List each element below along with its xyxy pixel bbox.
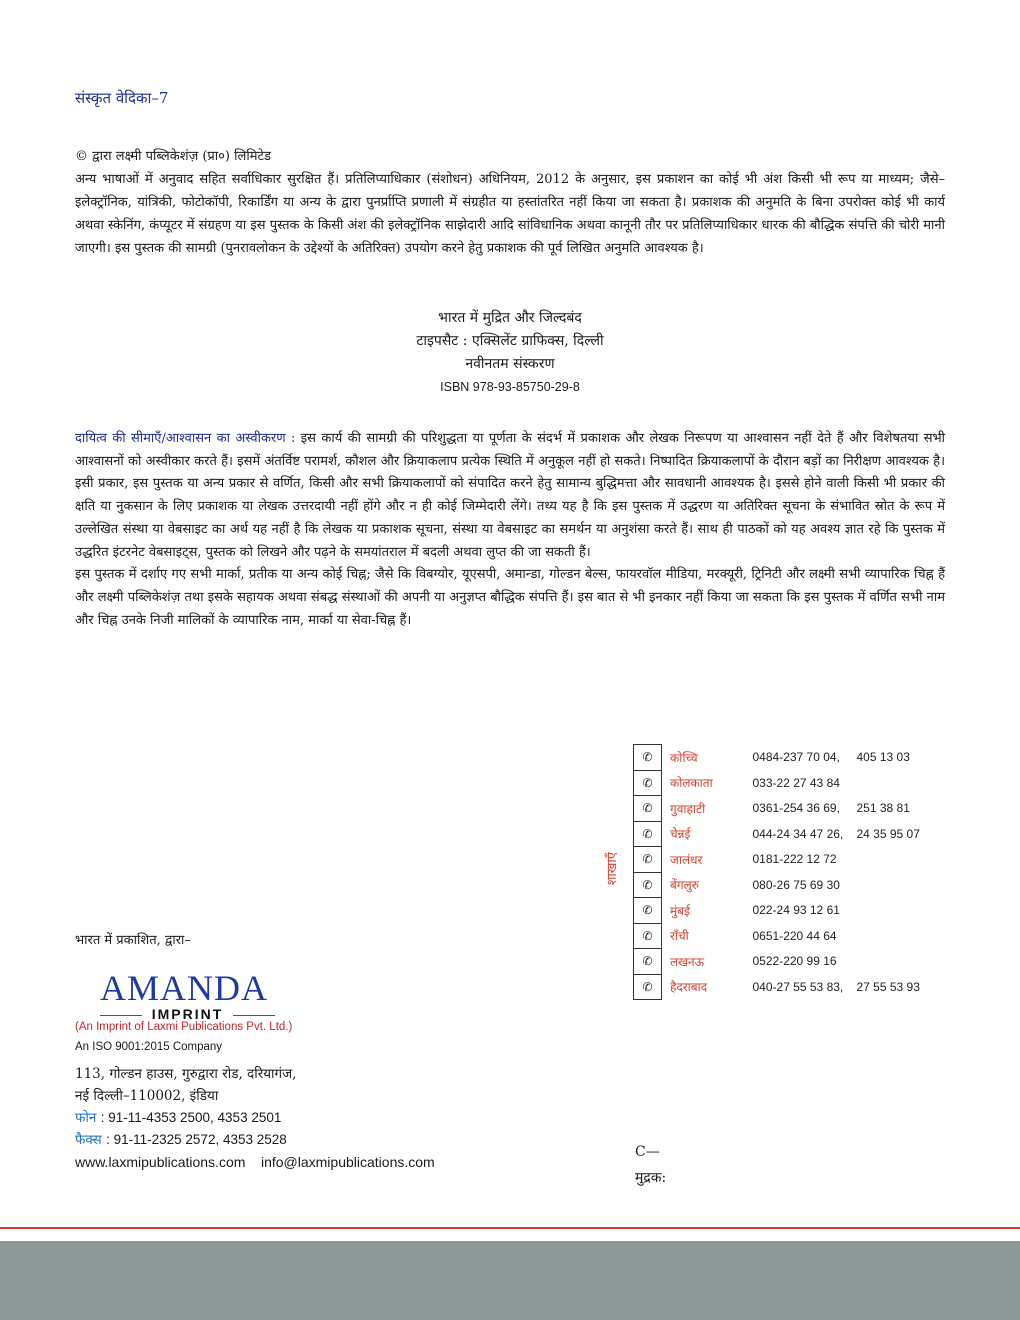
branch-row <box>634 898 920 924</box>
branch-city: हैदराबाद <box>670 980 708 995</box>
branch-phone-1: 022-24 93 12 61 <box>752 903 840 918</box>
footer-divider <box>0 1227 1020 1229</box>
branch-row <box>634 796 920 822</box>
disclaimer-heading: दायित्व की सीमाएँ/आश्वासन का अस्वीकरण : <box>75 431 296 446</box>
printing-info <box>0 307 1020 399</box>
web-contacts <box>75 1154 435 1170</box>
logo-imprint-text: IMPRINT <box>151 1006 224 1022</box>
branch-phone-1: 0651-220 44 64 <box>752 928 837 943</box>
phone-icon: ✆ <box>634 770 662 796</box>
branch-row <box>634 770 920 796</box>
branches-label: शाखाएँ <box>605 852 620 886</box>
book-title: संस्कृत वेदिका–7 <box>75 89 169 107</box>
phone-icon: ✆ <box>634 745 662 771</box>
branch-row <box>634 821 920 847</box>
logo-word: AMANDA <box>100 968 268 1008</box>
branch-row <box>634 745 920 771</box>
fax-line <box>75 1129 296 1151</box>
branch-city: चेन्नई <box>670 827 691 842</box>
copyright-block <box>75 145 945 260</box>
published-by: भारत में प्रकाशित, द्वारा– <box>75 933 191 948</box>
email-link[interactable]: info@laxmipublications.com <box>260 1154 435 1170</box>
edition: नवीनतम संस्करण <box>465 356 555 372</box>
phone-line <box>75 1107 296 1129</box>
branch-phone-2 <box>857 949 920 975</box>
branch-row <box>634 847 920 873</box>
branch-phone-2 <box>857 923 920 949</box>
printer-label: मुद्रक: <box>635 1170 667 1186</box>
branch-phone-2: 27 55 53 93 <box>856 979 920 994</box>
branch-city: कोलकाता <box>670 776 713 791</box>
phone-icon: ✆ <box>634 923 662 949</box>
branch-phone-1: 0522-220 99 16 <box>752 954 837 969</box>
footer-band <box>0 1241 1020 1320</box>
amanda-logo <box>100 970 275 1022</box>
branch-phone-1: 044-24 34 47 26, <box>752 826 844 841</box>
branch-city: कोच्चि <box>670 750 698 765</box>
copyright-text: अन्य भाषाओं में अनुवाद सहित सर्वाधिकार सुरक्षित हैं। प्रतिलिप्याधिकार (संशोधन) अधिनियम, 2012 के अनुसार, इस प्रकाशन का कोई भी अंश किसी भी रूप या माध्यम; जैसे–इलेक्ट्रॉनिक, यांत्रिकी, फोटोकॉपी, रिकार्डिंग या अन्य के द्वारा पुनर्प्राप्ति प्रणाली में संग्रहीत या हस्तांतरित नहीं किया जा सकता है। प्रकाशक की अनुमति के बिना उपरोक्त कोई भी कार्य अथवा स्केनिंग, कंप्यूटर में संग्रहण या इस पुस्तक के किसी अंश की इलेक्ट्रॉनिक साझेदारी आदि सांविधानिक अथवा कानूनी तौर पर प्रतिलिप्याधिकार धारक की बौद्धिक संपत्ति की चोरी मानी जाएगी। इस पुस्तक की सामग्री (पुनरावलोकन के उद्देश्यों के अतिरिक्त) उपयोग करने हेतु प्रकाशक की पूर्व लिखित अनुमति आवश्यक है। <box>75 172 945 256</box>
printed-in-india: भारत में मुद्रित और जिल्दबंद <box>438 310 582 326</box>
fax-label: फैक्स <box>75 1132 102 1148</box>
branch-city: गुवाहाटी <box>670 801 706 816</box>
iso-note: An ISO 9001:2015 Company <box>75 1041 223 1053</box>
branch-city: राँची <box>670 929 689 944</box>
phone-numbers: : 91-11-4353 2500, 4353 2501 <box>100 1110 282 1125</box>
branch-row <box>634 872 920 898</box>
branch-phone-1: 0484-237 70 04, <box>752 750 840 765</box>
branch-city: बेंगलुरु <box>670 878 699 893</box>
branch-phone-1: 080-26 75 69 30 <box>752 877 840 892</box>
disclaimer-block <box>75 428 945 632</box>
branch-row <box>634 923 920 949</box>
trademark-text: इस पुस्तक में दर्शाए गए सभी मार्का, प्रतीक या अन्य कोई चिह्न; जैसे कि विबग्योर, यूएसपी, अमान्डा, गोल्डन बेल्स, फायरवॉल मीडिया, मरक्यूरी, ट्रिनिटी और लक्ष्मी सभी व्यापारिक चिह्न हैं और लक्ष्मी पब्लिकेशंज़ तथा इसके सहायक अथवा संबद्ध संस्थाओं की अपनी या अनुज्ञप्त बौद्धिक संपत्ति हैं। इस बात से भी इनकार नहीं किया जा सकता कि इस पुस्तक में वर्णित सभी नाम और चिह्न उनके निजी मालिकों के व्यापारिक नाम, मार्का या सेवा-चिह्न हैं। <box>75 567 945 628</box>
phone-icon: ✆ <box>634 821 662 847</box>
phone-icon: ✆ <box>634 796 662 822</box>
branch-city: मुंबई <box>670 903 690 918</box>
disclaimer-text: इस कार्य की सामग्री की परिशुद्धता या पूर्णता के संदर्भ में प्रकाशक और लेखक निरूपण या आश्वासन नहीं देते हैं और विशेषतया सभी आश्वासनों को अस्वीकार करते हैं। इसमें अंतर्विष्ट परामर्श, कौशल और क्रियाकलाप प्रत्येक स्थिति में अनुकूल नहीं हो सकते। निष्पादित क्रियाकलापों के दौरान बड़ों का निरीक्षण आवश्यक है। इसी प्रकार, इस पुस्तक या अन्य प्रकार से वर्णित, किसी और सभी क्रियाकलापों को संपादित करने हेतु सामान्य बुद्धिमत्ता और सावधानी आवश्यक है। इससे होने वाली किसी भी प्रकार की क्षति या नुकसान के लिए प्रकाशक या लेखक उत्तरदायी नहीं होंगे और न ही कोई जिम्मेदारी लेंगे। तथ्य यह है कि इस पुस्तक में उद्धरण या अतिरिक्त सूचना के संभावित स्रोत के रूप में उल्लेखित संस्था या वेबसाइट का अर्थ यह नहीं है कि लेखक या प्रकाशक सूचना, संस्था या वेबसाइट का समर्थन या अनुशंसा करते हैं। साथ ही पाठकों को यह अवश्य ज्ञात रहे कि पुस्तक में उद्धरित इंटरनेट वेबसाइट्स, पुस्तक को लिखने और पढ़ने के समयांतराल में बदली अथवा लुप्त की जा सकती हैं। <box>75 431 945 560</box>
branch-phone-2: 405 13 03 <box>856 750 910 765</box>
phone-icon: ✆ <box>634 898 662 924</box>
branch-phone-1: 033-22 27 43 84 <box>752 775 840 790</box>
phone-icon: ✆ <box>634 949 662 975</box>
branch-phone-2 <box>857 770 920 796</box>
phone-icon: ✆ <box>634 847 662 873</box>
branch-phone-2 <box>857 847 920 873</box>
phone-icon: ✆ <box>634 872 662 898</box>
branch-phone-2 <box>857 872 920 898</box>
phone-label: फोन <box>75 1110 97 1126</box>
branch-phone-1: 0181-222 12 72 <box>752 852 837 867</box>
address-line-1: 113, गोल्डन हाउस, गुरुद्वारा रोड, दरियागंज, <box>75 1066 297 1082</box>
website-link[interactable]: www.laxmipublications.com <box>75 1154 246 1170</box>
print-code: C— <box>635 1144 660 1160</box>
fax-numbers: : 91-11-2325 2572, 4353 2528 <box>106 1132 287 1147</box>
address-line-2: नई दिल्ली–110002, इंडिया <box>75 1088 219 1104</box>
branch-phone-2 <box>857 898 920 924</box>
imprint-note: (An Imprint of Laxmi Publications Pvt. Ltd.) <box>75 1021 293 1033</box>
logo-imprint <box>100 1006 275 1022</box>
branches-table <box>633 744 920 1000</box>
branch-city: जालंधर <box>670 852 703 867</box>
branch-row <box>634 949 920 975</box>
branch-row <box>634 974 920 1000</box>
publisher-address <box>75 1063 296 1151</box>
branch-phone-2: 24 35 95 07 <box>856 826 920 841</box>
phone-icon: ✆ <box>634 974 662 1000</box>
branch-phone-1: 040-27 55 53 83, <box>752 979 844 994</box>
branch-phone-2: 251 38 81 <box>856 801 910 816</box>
typeset-info: टाइपसैट : एक्सिलेंट ग्राफिक्स, दिल्ली <box>416 333 604 349</box>
copyright-line: © द्वारा लक्ष्मी पब्लिकेशंज़ (प्रा०) लिमिटेड <box>75 149 271 164</box>
branch-phone-1: 0361-254 36 69, <box>752 801 840 816</box>
branch-city: लखनऊ <box>670 954 705 969</box>
isbn: ISBN 978-93-85750-29-8 <box>440 380 580 394</box>
